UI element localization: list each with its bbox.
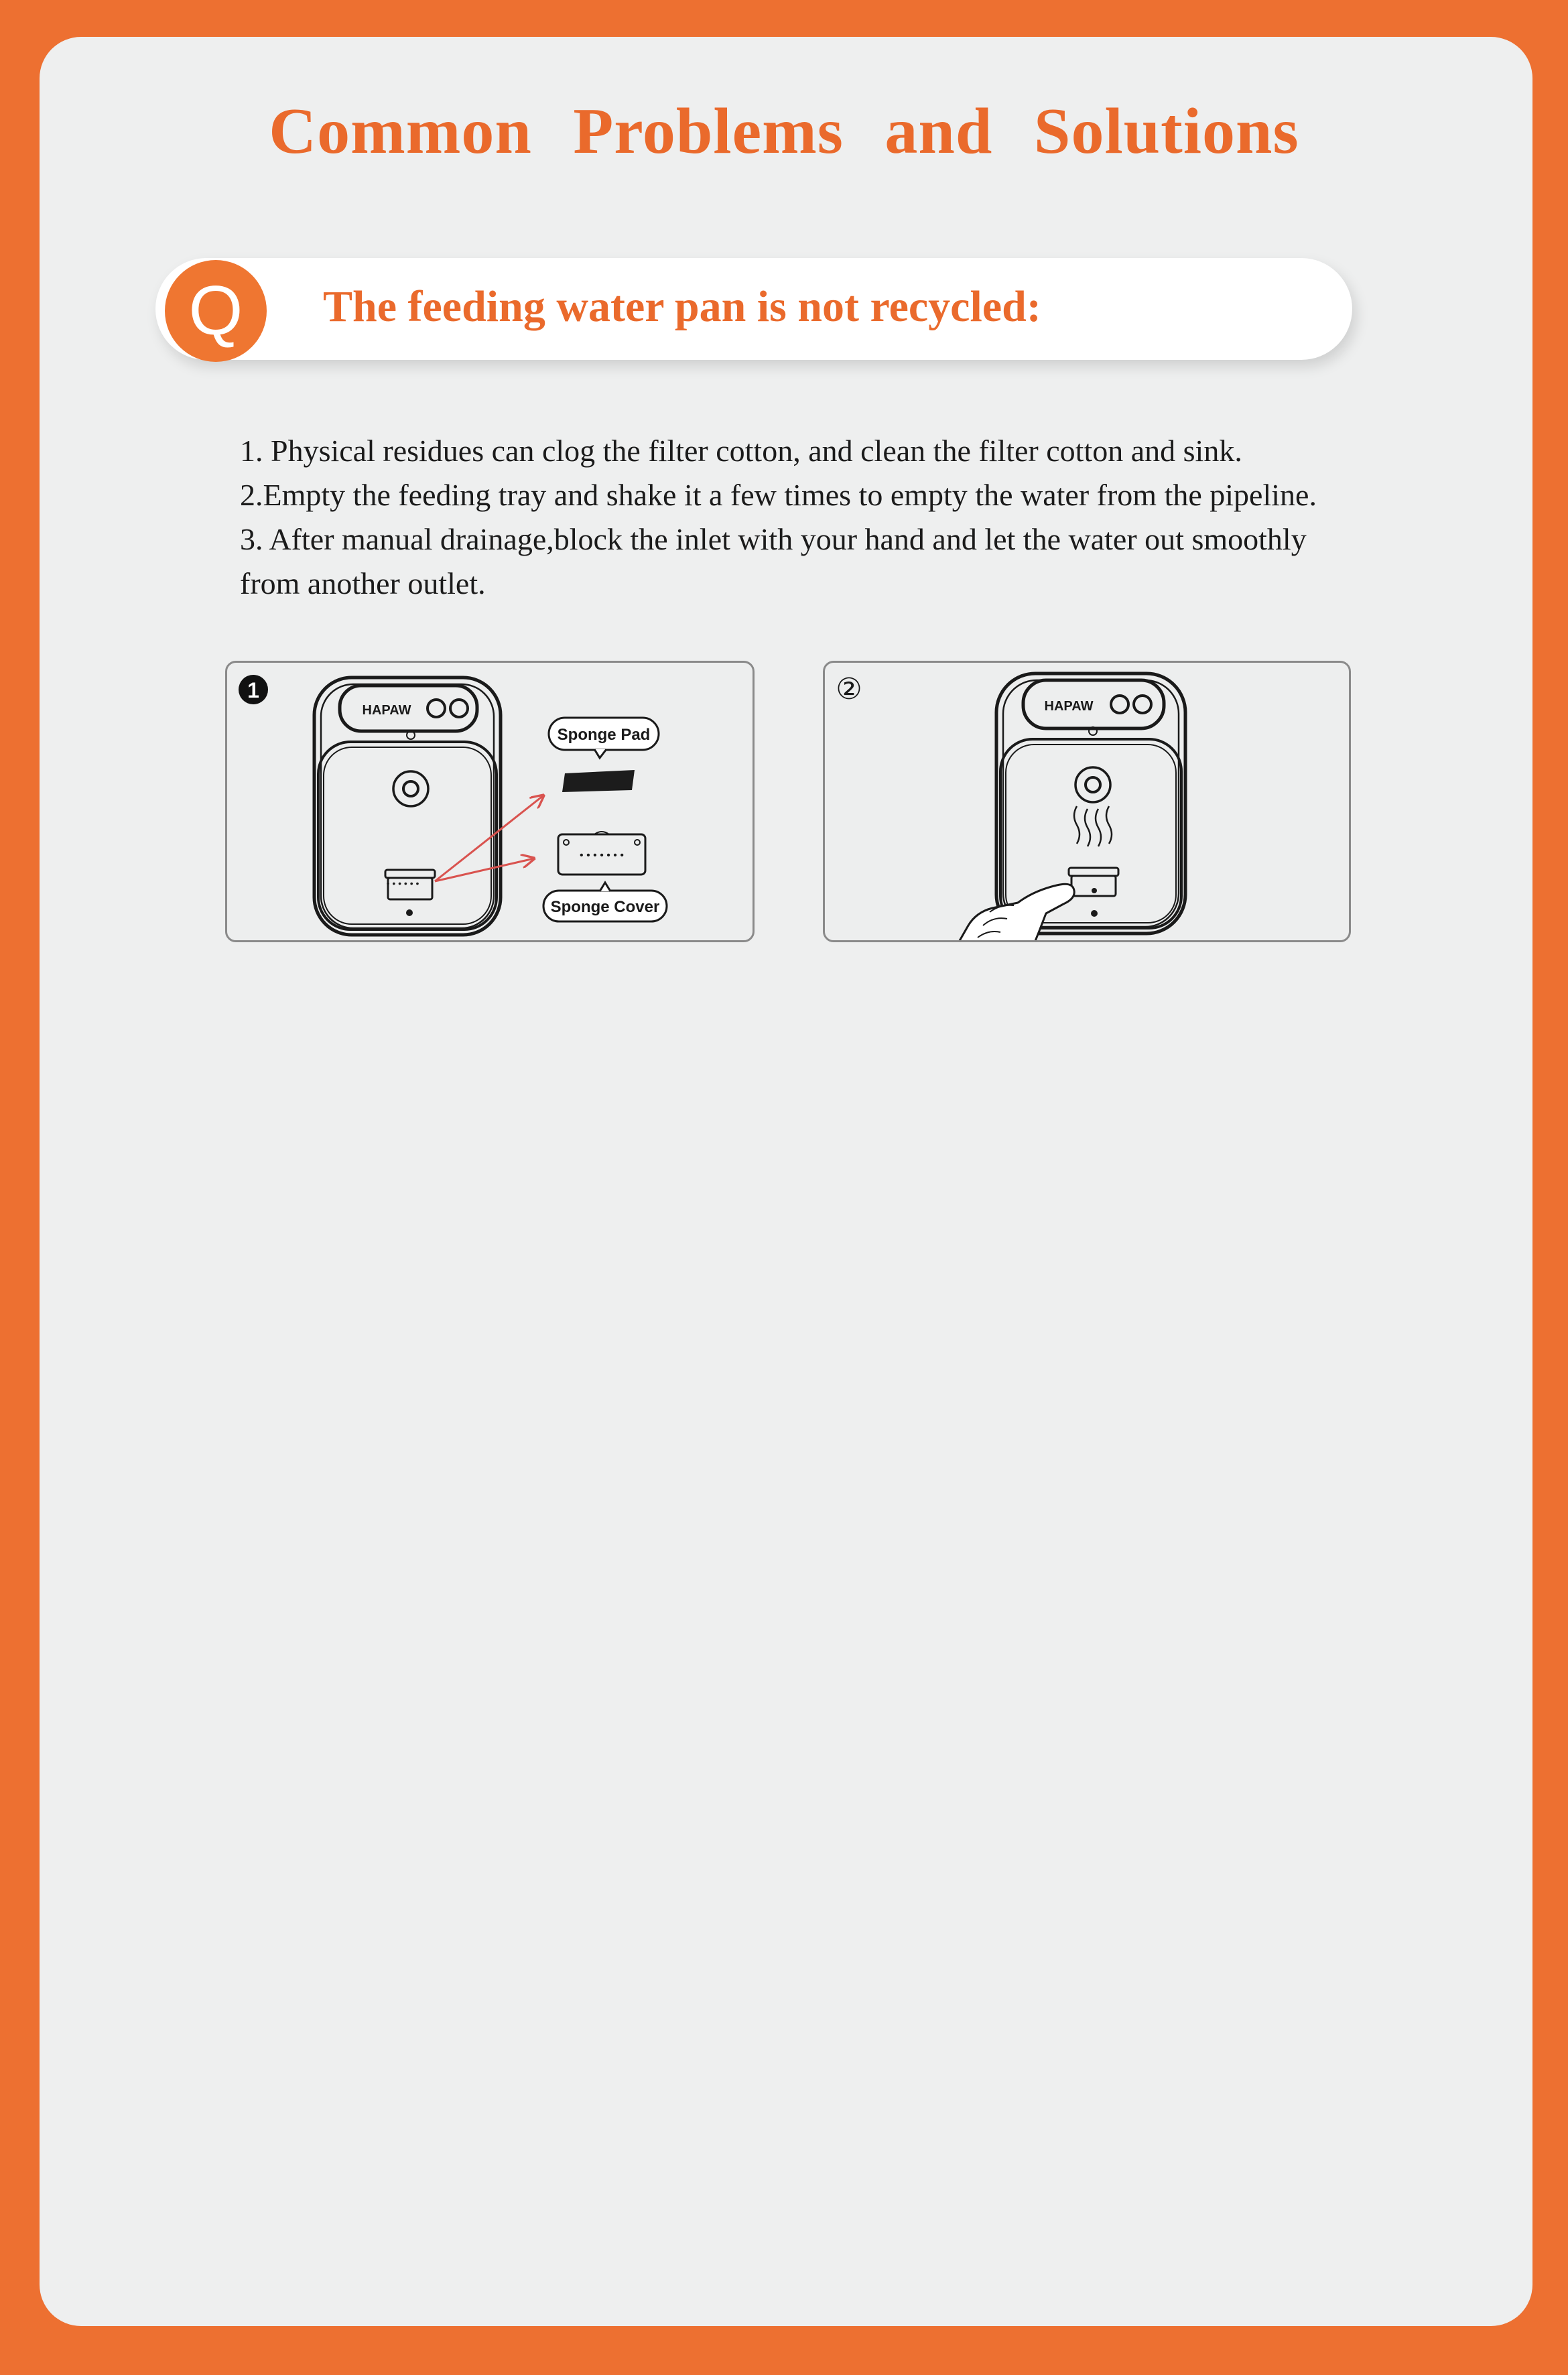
sponge-cover-label: Sponge Cover [550, 898, 660, 916]
page-title: Common Problems and Solutions [269, 95, 1299, 168]
sponge-pad-label: Sponge Pad [557, 726, 651, 744]
figure-1-illustration [227, 663, 755, 942]
figure-1-brand: HAPAW [362, 703, 411, 718]
content-card [40, 37, 1532, 2326]
step-3-continued: from another outlet. [240, 566, 486, 600]
step-2: 2.Empty the feeding tray and shake it a few times to empty the water from the pipeline. [240, 478, 1317, 512]
svg-text:• • • • • •: • • • • • • [386, 878, 419, 889]
figure-1-panel [225, 661, 755, 942]
solution-steps [240, 429, 1392, 606]
figure-1-number: 1 [247, 678, 259, 702]
figure-2-brand: HAPAW [1044, 699, 1094, 714]
step-1: 1. Physical residues can clog the filter cotton, and clean the filter cotton and sink. [240, 434, 1242, 468]
step-3: 3. After manual drainage,block the inlet with your hand and let the water out smoothly [240, 522, 1307, 556]
svg-text:• • • • • • •: • • • • • • • [580, 850, 624, 861]
figure-2-number: ② [836, 672, 862, 706]
figure-2-panel [823, 661, 1351, 942]
q-badge: Q [165, 260, 267, 362]
sponge-pad-shape [562, 770, 635, 792]
red-arrows [435, 795, 543, 881]
figure-2-illustration [825, 663, 1351, 942]
question-text: The feeding water pan is not recycled: [323, 282, 1041, 331]
